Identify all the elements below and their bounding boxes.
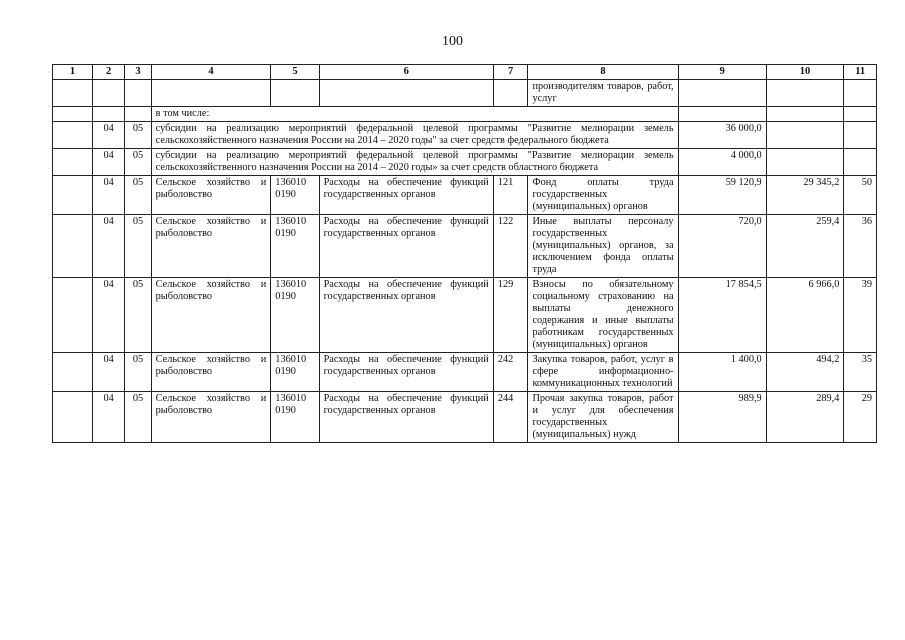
section-name: Сельское хозяйство и рыболовство: [151, 176, 271, 215]
target-article-name: Расходы на обеспечение функций государственных органов: [319, 215, 493, 278]
column-header: 7: [493, 65, 528, 80]
executed-amount: 6 966,0: [766, 278, 844, 353]
subsidy-row: [53, 149, 877, 176]
section-code: 04: [92, 122, 125, 149]
expense-type-code: 121: [493, 176, 528, 215]
expense-type-name: Прочая закупка товаров, работ и услуг для обеспечения государственных (муниципальных) нужд: [528, 392, 678, 443]
subsection-code: 05: [125, 353, 151, 392]
target-article-code: 136010 0190: [271, 278, 319, 353]
target-article-code: 136010 0190: [271, 176, 319, 215]
section-name: Сельское хозяйство и рыболовство: [151, 353, 271, 392]
column-header: 11: [844, 65, 877, 80]
subsidy-description: субсидии на реализацию мероприятий федеральной целевой программы "Развитие мелиорации земель сельскохозяйственного назначения России на 2014 – 2020 годы" за счет средств федерального бюджета: [151, 122, 678, 149]
including-label: в том числе:: [151, 107, 678, 122]
column-header: 10: [766, 65, 844, 80]
subsection-code: 05: [125, 215, 151, 278]
continuation-row: [53, 80, 877, 107]
execution-percent: 29: [844, 392, 877, 443]
expense-type-code: 244: [493, 392, 528, 443]
column-header: 2: [92, 65, 125, 80]
section-code: 04: [92, 149, 125, 176]
section-code: 04: [92, 176, 125, 215]
section-code: 04: [92, 392, 125, 443]
column-header: 8: [528, 65, 678, 80]
planned-amount: 17 854,5: [678, 278, 766, 353]
including-row: [53, 107, 877, 122]
planned-amount: 4 000,0: [678, 149, 766, 176]
budget-table: [52, 64, 877, 443]
target-article-code: 136010 0190: [271, 353, 319, 392]
subsection-code: 05: [125, 149, 151, 176]
expense-type-name: Взносы по обязательному социальному страхованию на выплаты денежного содержания и иные выплаты работникам государственных (муниципальных) органов: [528, 278, 678, 353]
table-row: [53, 353, 877, 392]
executed-amount: 289,4: [766, 392, 844, 443]
subsidy-description: субсидии на реализацию мероприятий федеральной целевой программы "Развитие мелиорации земель сельскохозяйственного назначения России на 2014 – 2020 годы» за счет средств областного бюджета: [151, 149, 678, 176]
column-header: 5: [271, 65, 319, 80]
expense-type-name: Закупка товаров, работ, услуг в сфере информационно-коммуникационных технологий: [528, 353, 678, 392]
column-header: 3: [125, 65, 151, 80]
expense-type-code: 129: [493, 278, 528, 353]
target-article-code: 136010 0190: [271, 392, 319, 443]
column-header: 6: [319, 65, 493, 80]
section-code: 04: [92, 353, 125, 392]
expense-type-name: Иные выплаты персоналу государственных (муниципальных) органов, за исключением фонда оплаты труда: [528, 215, 678, 278]
subsection-code: 05: [125, 278, 151, 353]
column-header: 1: [53, 65, 93, 80]
expense-type-name: Фонд оплаты труда государственных (муниципальных) органов: [528, 176, 678, 215]
section-name: Сельское хозяйство и рыболовство: [151, 392, 271, 443]
expense-type-cell: производителям товаров, работ, услуг: [528, 80, 678, 107]
table-row: [53, 278, 877, 353]
target-article-name: Расходы на обеспечение функций государственных органов: [319, 278, 493, 353]
subsection-code: 05: [125, 392, 151, 443]
planned-amount: 720,0: [678, 215, 766, 278]
execution-percent: 35: [844, 353, 877, 392]
target-article-name: Расходы на обеспечение функций государственных органов: [319, 392, 493, 443]
target-article-code: 136010 0190: [271, 215, 319, 278]
expense-type-code: 122: [493, 215, 528, 278]
target-article-name: Расходы на обеспечение функций государственных органов: [319, 353, 493, 392]
column-header: 4: [151, 65, 271, 80]
table-row: [53, 176, 877, 215]
planned-amount: 1 400,0: [678, 353, 766, 392]
table-row: [53, 215, 877, 278]
execution-percent: 36: [844, 215, 877, 278]
subsection-code: 05: [125, 176, 151, 215]
section-code: 04: [92, 278, 125, 353]
section-code: 04: [92, 215, 125, 278]
column-header: 9: [678, 65, 766, 80]
executed-amount: 494,2: [766, 353, 844, 392]
page-number: 100: [442, 34, 463, 49]
planned-amount: 36 000,0: [678, 122, 766, 149]
table-row: [53, 392, 877, 443]
header-row: [53, 65, 877, 80]
subsidy-row: [53, 122, 877, 149]
executed-amount: 259,4: [766, 215, 844, 278]
executed-amount: 29 345,2: [766, 176, 844, 215]
planned-amount: 59 120,9: [678, 176, 766, 215]
execution-percent: 50: [844, 176, 877, 215]
expense-type-code: 242: [493, 353, 528, 392]
section-name: Сельское хозяйство и рыболовство: [151, 278, 271, 353]
planned-amount: 989,9: [678, 392, 766, 443]
execution-percent: 39: [844, 278, 877, 353]
subsection-code: 05: [125, 122, 151, 149]
target-article-name: Расходы на обеспечение функций государственных органов: [319, 176, 493, 215]
section-name: Сельское хозяйство и рыболовство: [151, 215, 271, 278]
